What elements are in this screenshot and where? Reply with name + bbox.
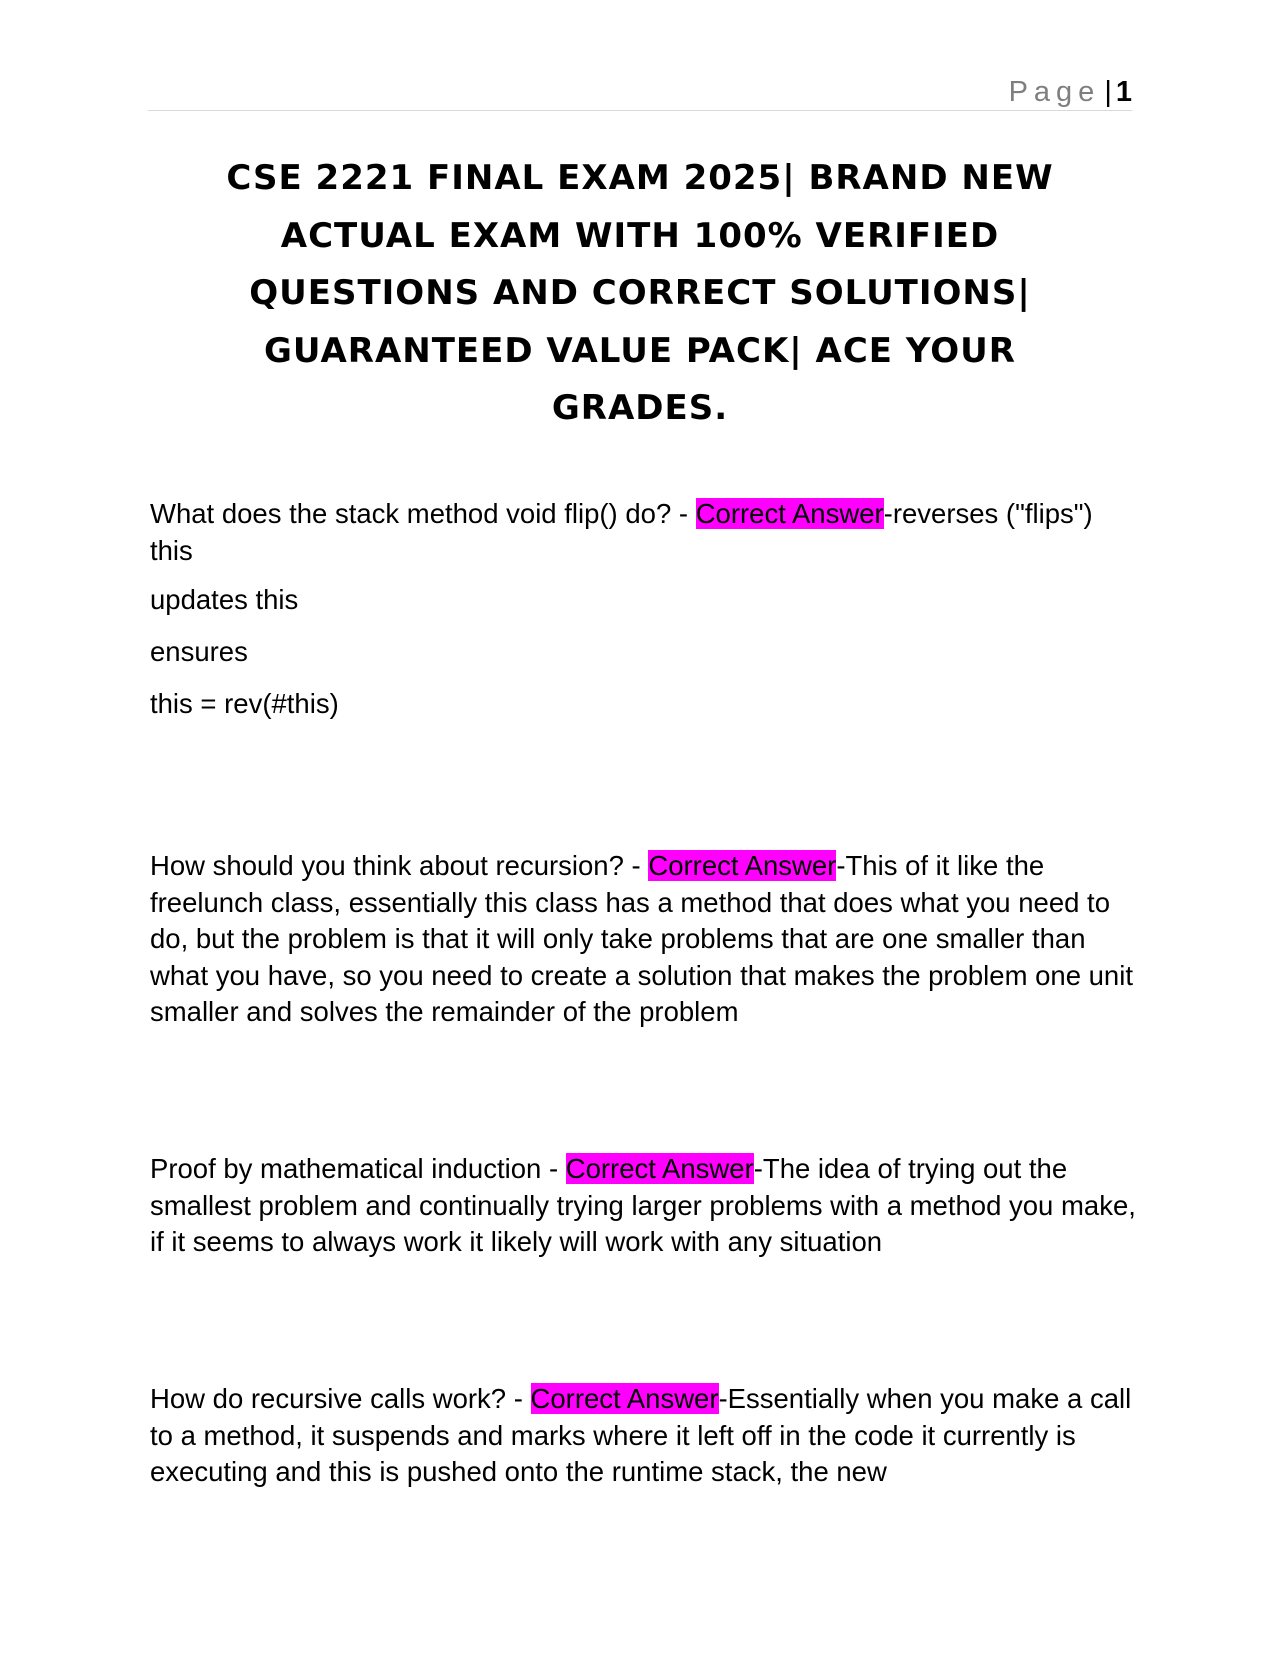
page-header: [148, 72, 1132, 111]
correct-answer-label: Correct Answer: [530, 1383, 719, 1414]
question-text: How should you think about recursion? -: [150, 850, 649, 881]
question-text: What does the stack method void flip() do? -: [150, 498, 696, 529]
page-number: 1: [1115, 76, 1132, 108]
page-separator: |: [1104, 76, 1112, 108]
answer-text: -Essentially when you make a call to a method, it suspends and marks where it left off in the code it currently is executing and this is pushed onto the runtime stack, the new: [150, 1383, 1132, 1487]
answer-line: updates this: [150, 584, 299, 615]
answer-line: ensures: [150, 636, 248, 667]
correct-answer-label: Correct Answer: [648, 850, 837, 881]
qa-item: [150, 1151, 1140, 1261]
answer-text: -The idea of trying out the smallest problem and continually trying larger problems with a method you make, if it seems to always work it likely will work with any situation: [150, 1153, 1136, 1257]
correct-answer-label: Correct Answer: [565, 1153, 754, 1184]
qa-item: [150, 848, 1140, 1031]
qa-item: [150, 496, 1140, 569]
page-label: Page: [1008, 76, 1101, 108]
question-text: How do recursive calls work? -: [150, 1383, 531, 1414]
answer-text: -reverses ("flips") this: [150, 498, 1093, 566]
document-title: CSE 2221 FINAL EXAM 2025| BRAND NEW ACTUAL EXAM WITH 100% VERIFIED QUESTIONS AND CORRECT SOLUTIONS| GUARANTEED VALUE PACK| ACE YOUR GRADES.: [226, 158, 1054, 428]
answer-line: this = rev(#this): [150, 688, 339, 719]
qa-item: [150, 1381, 1140, 1491]
question-text: Proof by mathematical induction -: [150, 1153, 566, 1184]
answer-text: -This of it like the freelunch class, essentially this class has a method that does what you need to do, but the problem is that it will only take problems that are one smaller than what you have, so you need to create a solution that makes the problem one unit smaller and solves the remainder of the problem: [150, 850, 1133, 1027]
correct-answer-label: Correct Answer: [695, 498, 884, 529]
